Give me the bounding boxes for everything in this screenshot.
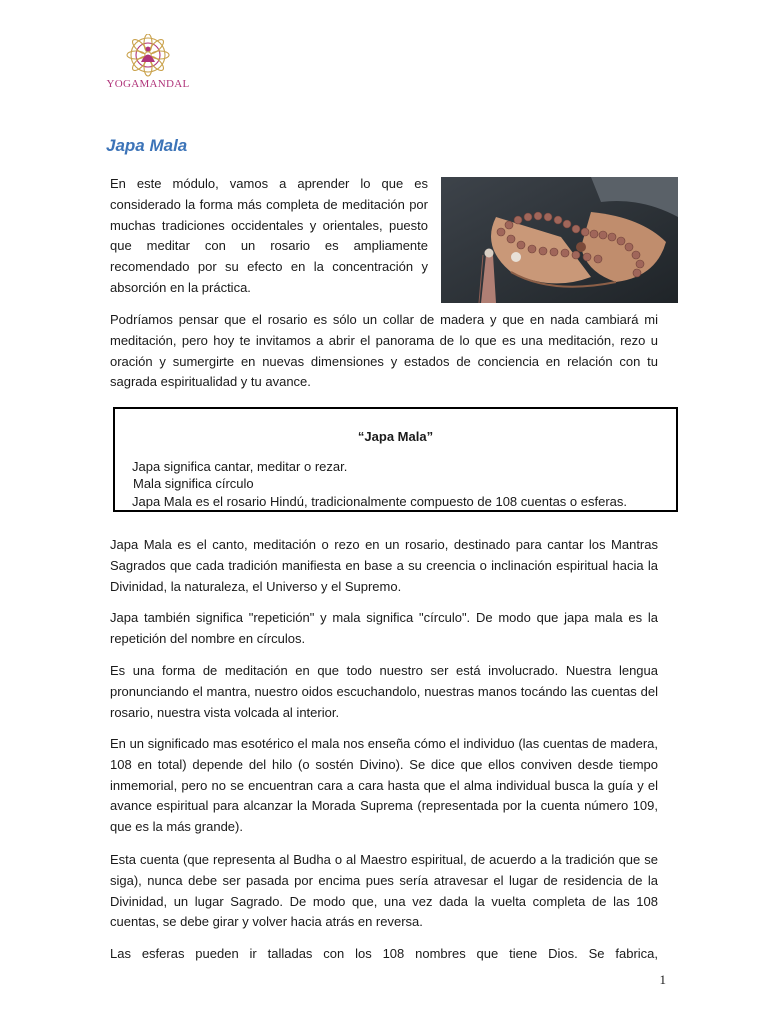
page-number: 1 <box>659 972 666 987</box>
body-paragraph: Es una forma de meditación en que todo nuestro ser está involucrado. Nuestra lengua pronunciando el mantra, nuestro oidos escuchandolo, nuestras manos tocándo las cuentas del rosario, nuestra vista volcada al interior. <box>110 663 658 720</box>
body-paragraph: Japa Mala es el canto, meditación o rezo en un rosario, destinado para cantar los Mantras Sagrados que cada tradición manifiesta en base a su creencia o inclinación espiritual hacia la Divinidad, la naturaleza, el Universo y el Supremo. <box>110 537 658 594</box>
definition-line-mala: Mala significa círculo <box>133 476 254 491</box>
definition-box <box>113 407 678 512</box>
mala-hands-photo <box>441 177 678 303</box>
paragraph-2: Podríamos pensar que el rosario es sólo un collar de madera y que en nada cambiará mi meditación, pero hoy te invitamos a abrir el panorama de lo que es una meditación, rezo u oración y sumergirte en nuevas dimensiones y estados de conciencia en relación con tu sagrada espiritualidad y tu avance. <box>110 312 658 390</box>
yogamandal-logo <box>100 34 196 96</box>
logo-wordmark: YOGAMANDAL <box>106 78 190 90</box>
body-paragraph: Las esferas pueden ir talladas con los 108 nombres que tiene Dios. Se fabrica, <box>110 946 658 961</box>
page-title: Japa Mala <box>106 136 188 155</box>
body-paragraph: En un significado mas esotérico el mala nos enseña cómo el individuo (las cuentas de madera, 108 en total) depende del hilo (o sostén Divino). Se dice que ellos conviven desde tiempo inmemorial, pero no se encuentran cara a cara hasta que el alma individual busca la guía y el avance espiritual para alcanzar la Morada Suprema (representada por la cuenta número 109, que es la más grande). <box>110 736 658 835</box>
body-paragraph: Japa también significa "repetición" y mala significa "círculo". De modo que japa mala es la repetición del nombre en círculos. <box>110 610 658 646</box>
definition-line-japa-mala: Japa Mala es el rosario Hindú, tradicionalmente compuesto de 108 cuentas o esferas. <box>132 494 628 509</box>
definition-box-title: “Japa Mala” <box>357 429 434 444</box>
intro-paragraph: En este módulo, vamos a aprender lo que es considerado la forma más completa de meditación por muchas tradiciones occidentales y orientales, puesto que meditar con un rosario es ampliamente recomendado por su efecto en la concentración y absorción en la práctica. <box>110 176 428 295</box>
body-paragraph: Esta cuenta (que representa al Budha o al Maestro espiritual, de acuerdo a la tradición que se siga), nunca debe ser pasada por encima pues sería atravesar el lugar de residencia de la Divinidad, un lugar Sagrado. De modo que, una vez dada la vuelta completa de las 108 cuentas, se debe girar y volver hacia atrás en reversa. <box>110 852 658 930</box>
definition-line-japa: Japa significa cantar, meditar o rezar. <box>132 459 348 474</box>
mandala-icon <box>100 34 196 78</box>
